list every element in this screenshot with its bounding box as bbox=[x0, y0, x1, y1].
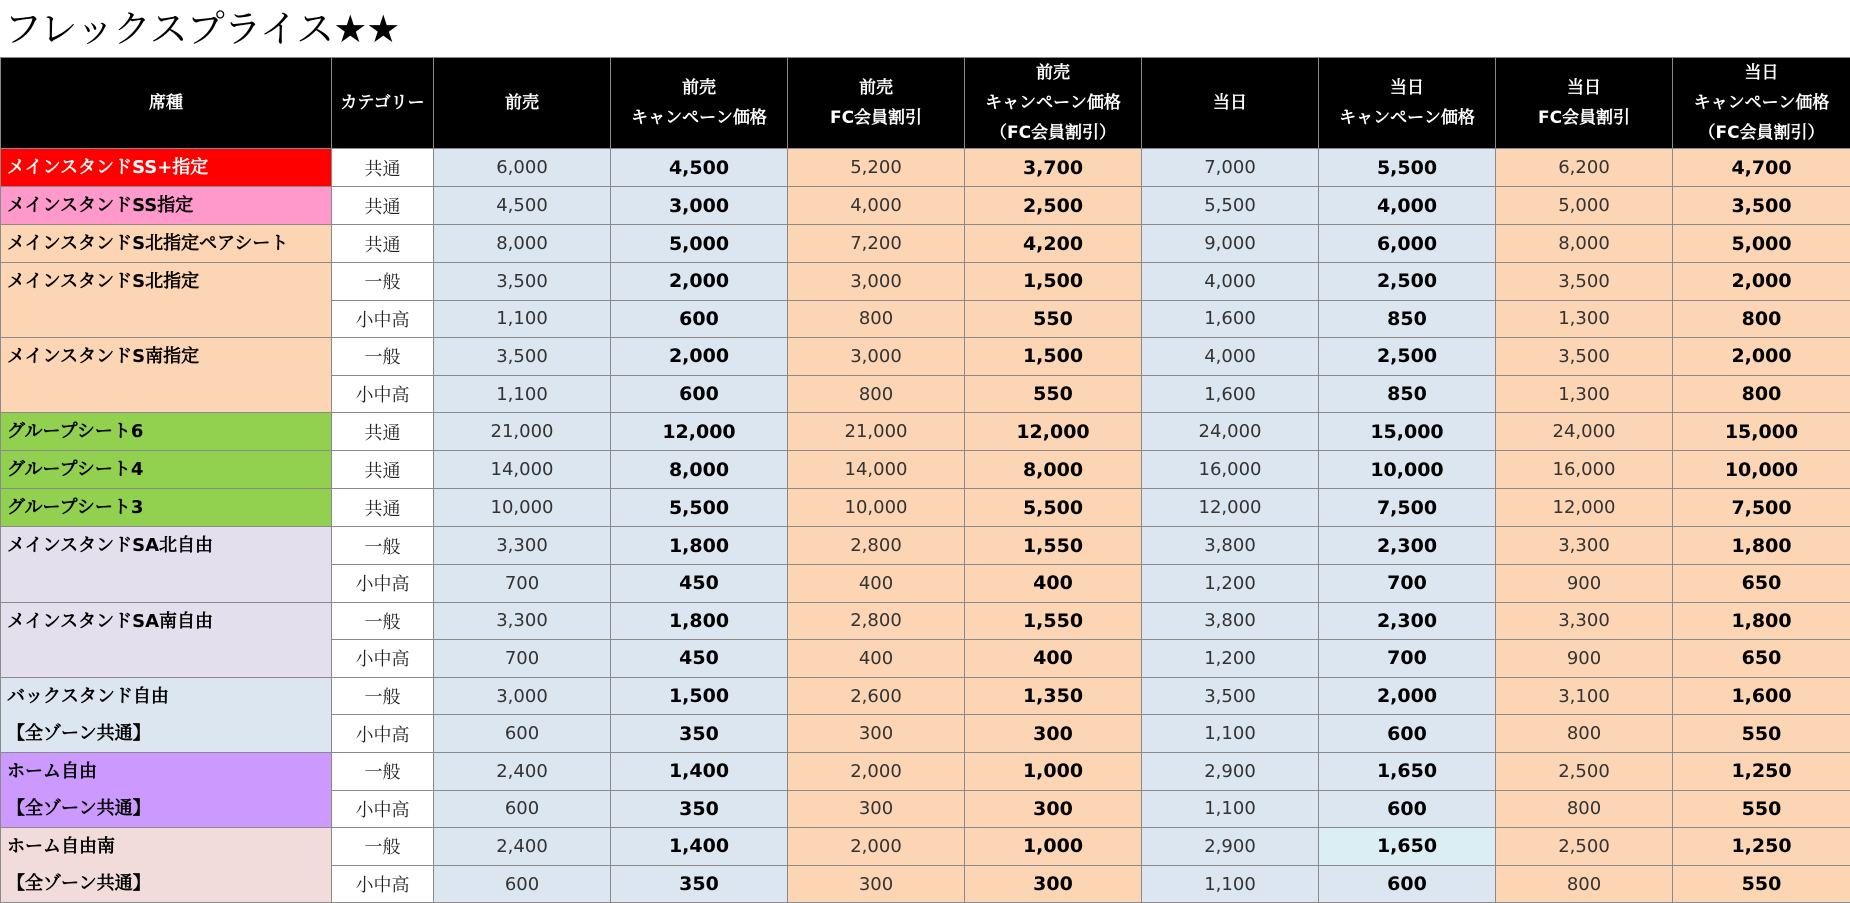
category-cell: 一般 bbox=[332, 527, 434, 565]
price-cell: 800 bbox=[788, 300, 965, 338]
price-cell: 1,600 bbox=[1142, 300, 1319, 338]
price-cell: 7,500 bbox=[1673, 489, 1850, 527]
price-cell: 1,250 bbox=[1673, 752, 1850, 790]
price-cell: 5,500 bbox=[965, 489, 1142, 527]
price-cell: 12,000 bbox=[965, 413, 1142, 451]
price-cell: 3,500 bbox=[434, 338, 611, 376]
price-cell: 1,800 bbox=[611, 527, 788, 565]
price-cell: 3,300 bbox=[434, 602, 611, 640]
price-cell: 550 bbox=[1673, 865, 1850, 903]
category-cell: 小中高 bbox=[332, 375, 434, 413]
table-row bbox=[1, 149, 1850, 187]
price-cell: 8,000 bbox=[611, 451, 788, 489]
price-cell: 14,000 bbox=[788, 451, 965, 489]
table-row bbox=[1, 527, 1850, 565]
price-cell: 3,800 bbox=[1142, 527, 1319, 565]
price-cell: 24,000 bbox=[1496, 413, 1673, 451]
price-cell: 1,200 bbox=[1142, 564, 1319, 602]
price-cell: 4,200 bbox=[965, 225, 1142, 263]
price-cell: 1,500 bbox=[965, 338, 1142, 376]
table-row bbox=[1, 752, 1850, 790]
price-cell: 2,300 bbox=[1319, 527, 1496, 565]
seat-type-label: 【全ゾーン共通】 bbox=[7, 722, 151, 744]
price-cell: 600 bbox=[1319, 790, 1496, 828]
price-cell: 2,000 bbox=[1673, 338, 1850, 376]
price-cell: 6,000 bbox=[1319, 225, 1496, 263]
price-cell: 2,500 bbox=[965, 187, 1142, 225]
price-cell: 400 bbox=[965, 640, 1142, 678]
price-cell: 2,000 bbox=[788, 752, 965, 790]
price-cell: 300 bbox=[965, 790, 1142, 828]
price-cell: 21,000 bbox=[434, 413, 611, 451]
price-cell: 21,000 bbox=[788, 413, 965, 451]
price-cell: 1,000 bbox=[965, 828, 1142, 866]
price-cell: 4,000 bbox=[1142, 263, 1319, 301]
seat-type-label: メインスタンドS南指定 bbox=[7, 346, 200, 368]
seat-type-cell bbox=[1, 149, 332, 187]
header-seat: 席種 bbox=[1, 58, 332, 149]
price-cell: 14,000 bbox=[434, 451, 611, 489]
price-cell: 1,200 bbox=[1142, 640, 1319, 678]
price-cell: 12,000 bbox=[611, 413, 788, 451]
seat-type-cell bbox=[1, 527, 332, 602]
category-cell: 小中高 bbox=[332, 790, 434, 828]
price-cell: 3,000 bbox=[788, 263, 965, 301]
price-cell: 650 bbox=[1673, 564, 1850, 602]
seat-type-cell bbox=[1, 225, 332, 263]
price-cell: 2,000 bbox=[1673, 263, 1850, 301]
price-cell: 6,200 bbox=[1496, 149, 1673, 187]
price-cell: 3,300 bbox=[1496, 602, 1673, 640]
category-cell: 小中高 bbox=[332, 300, 434, 338]
seat-type-label: グループシート3 bbox=[7, 497, 144, 519]
seat-type-label: メインスタンドSA北自由 bbox=[7, 535, 213, 557]
seat-type-cell bbox=[1, 677, 332, 752]
seat-type-label: ホーム自由 bbox=[7, 760, 97, 782]
seat-type-cell bbox=[1, 413, 332, 451]
table-row bbox=[1, 338, 1850, 376]
price-cell: 5,000 bbox=[1496, 187, 1673, 225]
price-cell: 3,000 bbox=[611, 187, 788, 225]
price-cell: 700 bbox=[434, 564, 611, 602]
price-cell: 400 bbox=[965, 564, 1142, 602]
price-cell: 3,500 bbox=[1142, 677, 1319, 715]
price-cell: 3,500 bbox=[434, 263, 611, 301]
price-cell: 600 bbox=[434, 865, 611, 903]
price-cell: 1,100 bbox=[1142, 790, 1319, 828]
price-cell: 300 bbox=[788, 865, 965, 903]
price-cell: 4,700 bbox=[1673, 149, 1850, 187]
price-cell: 550 bbox=[965, 300, 1142, 338]
price-cell: 16,000 bbox=[1142, 451, 1319, 489]
category-cell: 小中高 bbox=[332, 640, 434, 678]
price-cell: 1,400 bbox=[611, 752, 788, 790]
price-cell: 1,100 bbox=[1142, 715, 1319, 753]
price-cell: 2,500 bbox=[1496, 752, 1673, 790]
price-cell: 2,000 bbox=[788, 828, 965, 866]
seat-type-label: メインスタンドSS指定 bbox=[7, 195, 194, 216]
price-cell: 2,300 bbox=[1319, 602, 1496, 640]
table-row bbox=[1, 413, 1850, 451]
price-cell: 5,000 bbox=[611, 225, 788, 263]
price-cell: 1,300 bbox=[1496, 375, 1673, 413]
price-cell: 4,000 bbox=[1319, 187, 1496, 225]
price-cell: 1,000 bbox=[965, 752, 1142, 790]
price-cell: 700 bbox=[434, 640, 611, 678]
price-cell: 10,000 bbox=[434, 489, 611, 527]
price-cell: 4,500 bbox=[611, 149, 788, 187]
price-table-body bbox=[1, 149, 1850, 903]
price-cell: 1,300 bbox=[1496, 300, 1673, 338]
header-presale-campaign-fc: 前売 キャンペーン価格 （FC会員割引） bbox=[965, 58, 1142, 149]
price-cell: 3,100 bbox=[1496, 677, 1673, 715]
seat-type-label: メインスタンドS北指定ペアシート bbox=[7, 233, 289, 254]
price-cell: 1,500 bbox=[965, 263, 1142, 301]
price-cell: 7,500 bbox=[1319, 489, 1496, 527]
price-cell: 3,300 bbox=[1496, 527, 1673, 565]
seat-type-cell bbox=[1, 451, 332, 489]
price-cell: 300 bbox=[788, 790, 965, 828]
category-cell: 一般 bbox=[332, 752, 434, 790]
price-cell: 2,000 bbox=[1319, 677, 1496, 715]
price-cell: 850 bbox=[1319, 375, 1496, 413]
table-row bbox=[1, 263, 1850, 301]
price-cell: 1,550 bbox=[965, 527, 1142, 565]
price-cell: 10,000 bbox=[788, 489, 965, 527]
seat-type-cell bbox=[1, 263, 332, 338]
price-cell: 400 bbox=[788, 640, 965, 678]
header-row bbox=[1, 58, 1850, 149]
seat-type-label: グループシート4 bbox=[7, 459, 144, 481]
price-cell: 300 bbox=[788, 715, 965, 753]
header-category: カテゴリー bbox=[332, 58, 434, 149]
price-cell: 5,500 bbox=[1319, 149, 1496, 187]
price-cell: 5,000 bbox=[1673, 225, 1850, 263]
price-cell: 7,000 bbox=[1142, 149, 1319, 187]
seat-type-cell bbox=[1, 602, 332, 677]
price-cell: 12,000 bbox=[1496, 489, 1673, 527]
header-presale-campaign: 前売 キャンペーン価格 bbox=[611, 58, 788, 149]
price-cell: 5,200 bbox=[788, 149, 965, 187]
price-cell: 600 bbox=[1319, 715, 1496, 753]
price-cell: 800 bbox=[1496, 790, 1673, 828]
category-cell: 共通 bbox=[332, 225, 434, 263]
seat-type-label: メインスタンドS北指定 bbox=[7, 271, 200, 292]
price-cell: 1,800 bbox=[1673, 602, 1850, 640]
seat-type-cell bbox=[1, 828, 332, 903]
price-cell: 7,200 bbox=[788, 225, 965, 263]
price-cell: 24,000 bbox=[1142, 413, 1319, 451]
seat-type-cell bbox=[1, 489, 332, 527]
price-cell: 650 bbox=[1673, 640, 1850, 678]
seat-type-label: 【全ゾーン共通】 bbox=[7, 797, 151, 819]
price-cell: 350 bbox=[611, 790, 788, 828]
category-cell: 小中高 bbox=[332, 715, 434, 753]
seat-type-cell bbox=[1, 338, 332, 413]
price-cell: 2,900 bbox=[1142, 752, 1319, 790]
price-cell: 1,800 bbox=[611, 602, 788, 640]
header-dayof-campaign-fc: 当日 キャンペーン価格 （FC会員割引） bbox=[1673, 58, 1850, 149]
price-cell: 1,550 bbox=[965, 602, 1142, 640]
table-row bbox=[1, 677, 1850, 715]
category-cell: 一般 bbox=[332, 263, 434, 301]
price-cell: 5,500 bbox=[611, 489, 788, 527]
price-cell: 9,000 bbox=[1142, 225, 1319, 263]
table-row bbox=[1, 489, 1850, 527]
price-cell: 3,500 bbox=[1496, 338, 1673, 376]
price-cell: 400 bbox=[788, 564, 965, 602]
seat-type-cell bbox=[1, 752, 332, 827]
price-cell: 3,800 bbox=[1142, 602, 1319, 640]
category-cell: 一般 bbox=[332, 338, 434, 376]
price-cell: 1,600 bbox=[1142, 375, 1319, 413]
seat-type-label: 【全ゾーン共通】 bbox=[7, 873, 151, 895]
price-cell: 2,800 bbox=[788, 527, 965, 565]
price-cell: 1,650 bbox=[1319, 752, 1496, 790]
header-dayof: 当日 bbox=[1142, 58, 1319, 149]
price-cell: 1,250 bbox=[1673, 828, 1850, 866]
price-cell: 6,000 bbox=[434, 149, 611, 187]
price-cell: 600 bbox=[611, 300, 788, 338]
category-cell: 共通 bbox=[332, 149, 434, 187]
price-cell: 2,400 bbox=[434, 828, 611, 866]
price-cell: 3,500 bbox=[1673, 187, 1850, 225]
price-cell: 800 bbox=[1673, 300, 1850, 338]
price-cell: 1,800 bbox=[1673, 527, 1850, 565]
price-cell: 16,000 bbox=[1496, 451, 1673, 489]
price-cell: 800 bbox=[1496, 715, 1673, 753]
seat-type-label: メインスタンドSA南自由 bbox=[7, 610, 213, 632]
price-cell: 2,600 bbox=[788, 677, 965, 715]
price-cell: 450 bbox=[611, 640, 788, 678]
price-cell: 4,000 bbox=[1142, 338, 1319, 376]
price-cell: 800 bbox=[1673, 375, 1850, 413]
table-row bbox=[1, 225, 1850, 263]
price-cell: 300 bbox=[965, 865, 1142, 903]
category-cell: 共通 bbox=[332, 451, 434, 489]
price-cell: 1,100 bbox=[1142, 865, 1319, 903]
price-cell: 900 bbox=[1496, 640, 1673, 678]
category-cell: 小中高 bbox=[332, 564, 434, 602]
header-presale-fc: 前売 FC会員割引 bbox=[788, 58, 965, 149]
price-cell: 1,400 bbox=[611, 828, 788, 866]
category-cell: 共通 bbox=[332, 187, 434, 225]
price-cell: 1,100 bbox=[434, 300, 611, 338]
price-cell: 700 bbox=[1319, 640, 1496, 678]
price-cell: 3,700 bbox=[965, 149, 1142, 187]
price-cell: 2,900 bbox=[1142, 828, 1319, 866]
price-cell: 3,000 bbox=[434, 677, 611, 715]
price-cell: 10,000 bbox=[1319, 451, 1496, 489]
price-cell: 2,800 bbox=[788, 602, 965, 640]
page-title: フレックスプライス★★ bbox=[4, 7, 400, 51]
seat-type-label: バックスタンド自由 bbox=[7, 685, 169, 707]
table-row bbox=[1, 187, 1850, 225]
category-cell: 小中高 bbox=[332, 865, 434, 903]
seat-type-cell bbox=[1, 187, 332, 225]
price-cell: 600 bbox=[434, 715, 611, 753]
header-presale: 前売 bbox=[434, 58, 611, 149]
category-cell: 一般 bbox=[332, 828, 434, 866]
price-cell: 300 bbox=[965, 715, 1142, 753]
price-cell: 2,000 bbox=[611, 338, 788, 376]
price-cell: 2,500 bbox=[1319, 338, 1496, 376]
price-cell: 2,500 bbox=[1319, 263, 1496, 301]
price-cell: 550 bbox=[965, 375, 1142, 413]
price-cell: 15,000 bbox=[1319, 413, 1496, 451]
price-table bbox=[0, 57, 1850, 903]
category-cell: 共通 bbox=[332, 413, 434, 451]
price-cell: 550 bbox=[1673, 715, 1850, 753]
price-cell: 550 bbox=[1673, 790, 1850, 828]
price-cell: 850 bbox=[1319, 300, 1496, 338]
price-cell: 10,000 bbox=[1673, 451, 1850, 489]
price-cell: 350 bbox=[611, 715, 788, 753]
price-cell: 600 bbox=[611, 375, 788, 413]
table-row bbox=[1, 602, 1850, 640]
seat-type-label: メインスタンドSS+指定 bbox=[7, 157, 209, 178]
price-cell: 5,500 bbox=[1142, 187, 1319, 225]
price-cell: 4,000 bbox=[788, 187, 965, 225]
table-row bbox=[1, 451, 1850, 489]
price-cell: 1,650 bbox=[1319, 828, 1496, 866]
price-cell: 8,000 bbox=[1496, 225, 1673, 263]
seat-type-label: ホーム自由南 bbox=[7, 836, 115, 858]
price-cell: 2,400 bbox=[434, 752, 611, 790]
price-cell: 900 bbox=[1496, 564, 1673, 602]
price-cell: 1,500 bbox=[611, 677, 788, 715]
header-dayof-fc: 当日 FC会員割引 bbox=[1496, 58, 1673, 149]
price-cell: 600 bbox=[1319, 865, 1496, 903]
price-cell: 450 bbox=[611, 564, 788, 602]
price-cell: 600 bbox=[434, 790, 611, 828]
price-cell: 700 bbox=[1319, 564, 1496, 602]
price-cell: 1,100 bbox=[434, 375, 611, 413]
seat-type-label: グループシート6 bbox=[7, 421, 144, 443]
price-cell: 350 bbox=[611, 865, 788, 903]
price-cell: 15,000 bbox=[1673, 413, 1850, 451]
price-cell: 800 bbox=[788, 375, 965, 413]
price-cell: 1,600 bbox=[1673, 677, 1850, 715]
header-dayof-campaign: 当日 キャンペーン価格 bbox=[1319, 58, 1496, 149]
price-cell: 8,000 bbox=[965, 451, 1142, 489]
price-cell: 8,000 bbox=[434, 225, 611, 263]
price-cell: 3,300 bbox=[434, 527, 611, 565]
price-cell: 3,000 bbox=[788, 338, 965, 376]
table-row bbox=[1, 828, 1850, 866]
price-cell: 800 bbox=[1496, 865, 1673, 903]
price-cell: 12,000 bbox=[1142, 489, 1319, 527]
price-cell: 2,000 bbox=[611, 263, 788, 301]
price-cell: 1,350 bbox=[965, 677, 1142, 715]
category-cell: 一般 bbox=[332, 602, 434, 640]
category-cell: 一般 bbox=[332, 677, 434, 715]
price-cell: 3,500 bbox=[1496, 263, 1673, 301]
category-cell: 共通 bbox=[332, 489, 434, 527]
price-cell: 2,500 bbox=[1496, 828, 1673, 866]
price-cell: 4,500 bbox=[434, 187, 611, 225]
